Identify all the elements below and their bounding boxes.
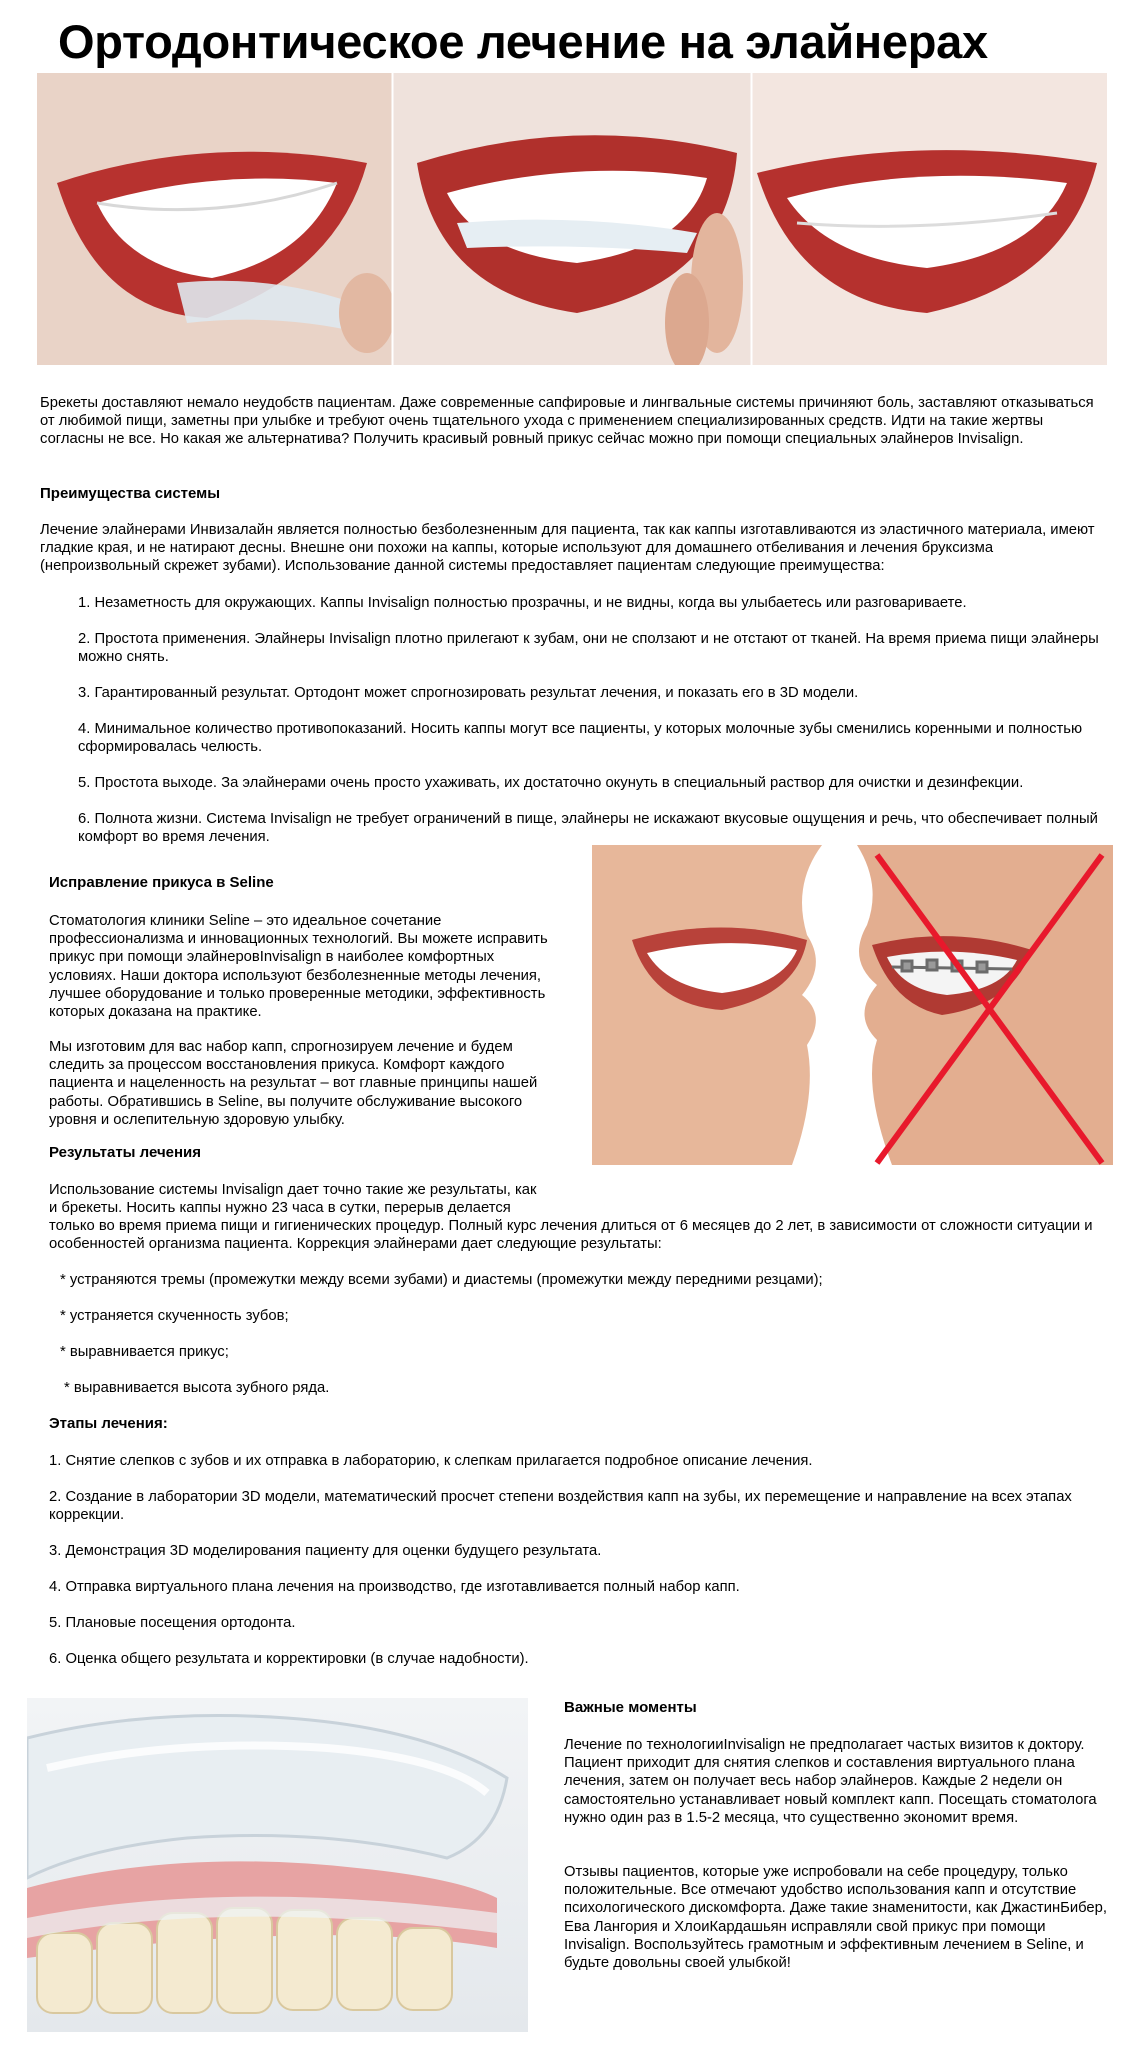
stage-item-5: 5. Плановые посещения ортодонта. <box>49 1615 296 1631</box>
stage-item-3: 3. Демонстрация 3D моделирования пациенту для оценки будущего результата. <box>49 1543 602 1559</box>
stage-item-6: 6. Оценка общего результата и корректировки (в случае надобности). <box>49 1651 529 1667</box>
page-title: Ортодонтическое лечение на элайнерах <box>58 15 988 68</box>
advantage-item-4: 4. Минимальное количество противопоказаний. Носить каппы могут все пациенты, у которых молочные зубы сменились коренными и полностью сформировалась челюсть. <box>78 721 1083 756</box>
aligner-smile-banner <box>37 73 1107 365</box>
advantage-item-2: 2. Простота применения. Элайнеры Invisalign плотно прилегают к зубам, они не сползают и не отстают от тканей. На время приема пищи элайнеры можно снять. <box>78 631 1099 666</box>
intro-paragraph: Брекеты доставляют немало неудобств пациентам. Даже современные сапфировые и лингвальные системы причиняют боль, заставляют отказываться от любимой пищи, заметны при улыбке и требуют очень тщательного ухода с применением специализированных средств. Идти на такие жертвы согласны не все. Но какая же альтернатива? Получить красивый ровный прикус сейчас можно при помощи специальных элайнеров Invisalign. <box>40 395 1094 448</box>
stage-item-2: 2. Создание в лаборатории 3D модели, математический просчет степени воздействия капп на зубы, их перемещение и направление на всех этапах коррекции. <box>49 1489 1072 1524</box>
braces-vs-aligners-image <box>592 845 1113 1165</box>
advantage-item-6: 6. Полнота жизни. Система Invisalign не требует ограничений в пище, элайнеры не искажают вкусовые ощущения и речь, что обеспечивает полный комфорт во время лечения. <box>78 811 1098 846</box>
advantage-item-3: 3. Гарантированный результат. Ортодонт может спрогнозировать результат лечения, и показать его в 3D модели. <box>78 685 859 701</box>
correction-heading: Исправление прикуса в Seline <box>49 874 274 891</box>
advantage-item-1: 1. Незаметность для окружающих. Каппы Invisalign полностью прозрачны, и не видны, когда вы улыбаетесь или разговариваете. <box>78 595 967 611</box>
smile-photo-2 <box>393 73 751 365</box>
stages-heading: Этапы лечения: <box>49 1415 168 1432</box>
results-text-line-1: Использование системы Invisalign дает точно такие же результаты, как <box>49 1182 537 1198</box>
results-text-line-2: и брекеты. Носить каппы нужно 23 часа в сутки, перерыв делается <box>49 1200 511 1216</box>
aligner-closeup-image <box>27 1698 528 2032</box>
important-paragraph-1: Лечение по технологииInvisalign не предполагает частых визитов к доктору. Пациент приходит для снятия слепков и составления виртуального плана лечения, затем он получает весь набор элайнеров. Каждые 2 недели он самостоятельно устанавливает новый комплект капп. Посещать стоматолога нужно один раз в 1.5-2 месяца, что существенно экономит время. <box>564 1737 1097 1826</box>
results-heading: Результаты лечения <box>49 1144 202 1161</box>
smile-photo-3 <box>752 73 1107 365</box>
stage-item-4: 4. Отправка виртуального плана лечения на производство, где изготавливается полный набор капп. <box>49 1579 740 1595</box>
advantage-item-5: 5. Простота выходе. За элайнерами очень просто ухаживать, их достаточно окунуть в специальный раствор для очистки и дезинфекции. <box>78 775 1024 791</box>
correction-paragraph-2: Мы изготовим для вас набор капп, спрогнозируем лечение и будем следить за процессом восстановления прикуса. Комфорт каждого пациента и нацеленность на результат – вот главные принципы нашей работы. Обратившись в Seline, вы получите обслуживание высокого уровня и ослепительную здоровую улыбку. <box>49 1039 538 1128</box>
stage-item-1: 1. Снятие слепков с зубов и их отправка в лабораторию, к слепкам прилагается подробное описание лечения. <box>49 1453 813 1469</box>
advantages-text: Лечение элайнерами Инвизалайн является полностью безболезненным для пациента, так как каппы изготавливаются из эластичного материала, имеют гладкие края, и не натирают десны. Внешне они похожи на каппы, которые используют для домашнего отбеливания и лечения бруксизма (непроизвольный скрежет зубами). Использование данной системы предоставляет пациентам следующие преимущества: <box>40 522 1095 575</box>
important-paragraph-2: Отзывы пациентов, которые уже испробовали на себе процедуру, только положительные. Все отмечают удобство использования капп и отсутствие психологического дискомфорта. Даже такие знаменитости, как ДжастинБибер, Ева Лангория и ХлоиКардашьян исправляли свой прикус при помощи Invisalign. Воспользуйтесь грамотным и эффективным лечением в Seline, и будьте довольны своей улыбкой! <box>564 1864 1107 1972</box>
important-heading: Важные моменты <box>564 1699 697 1716</box>
result-bullet-1: * устраняются тремы (промежутки между всеми зубами) и диастемы (промежутки между передними резцами); <box>60 1272 823 1288</box>
result-bullet-4: * выравнивается высота зубного ряда. <box>64 1380 330 1396</box>
smile-photo-1 <box>37 73 395 365</box>
advantages-heading: Преимущества системы <box>40 485 221 502</box>
result-bullet-3: * выравнивается прикус; <box>60 1344 229 1360</box>
result-bullet-2: * устраняется скученность зубов; <box>60 1308 289 1324</box>
results-text-continued: только во время приема пищи и гигиенических процедур. Полный курс лечения длиться от 6 месяцев до 2 лет, в зависимости от сложности ситуации и особенностей организма пациента. Коррекция элайнерами дает следующие результаты: <box>49 1218 1093 1253</box>
correction-paragraph-1: Стоматология клиники Seline – это идеальное сочетание профессионализма и инновационных технологий. Вы можете исправить прикус при помощи элайнеровInvisalign в наиболее комфортных условиях. Наши доктора используют безболезненные методы лечения, лучшее оборудование и только проверенные методики, эффективность которых доказана на практике. <box>49 913 548 1021</box>
